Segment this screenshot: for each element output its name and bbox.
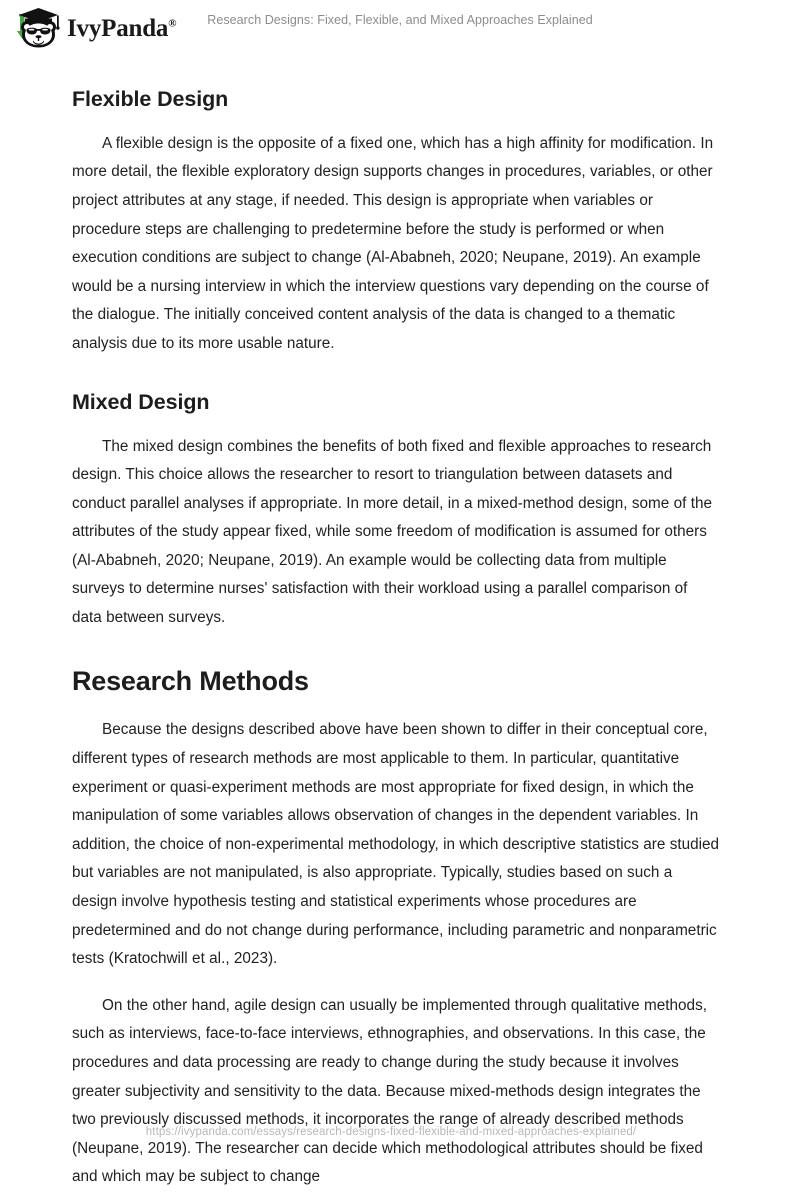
paragraph: Because the designs described above have been shown to differ in their conceptual core, different types of research methods are most applicable to them. In particular, quantitative experiment or quasi-experiment methods are most appropriate for fixed design, in which the manipulation of some variables allows observation of changes in the dependent variables. In addition, the choice of non-experimental methodology, in which descriptive statistics are studied but variables are not manipulated, is also appropriate. Typically, studies based on such a design involve hypothesis testing and statistical experiments whose procedures are predetermined and do not change during performance, including parametric and nonparametric tests (Kratochwill et al., 2023). xyxy=(72,721,720,968)
spacer xyxy=(72,56,720,86)
paragraph: On the other hand, agile design can usually be implemented through qualitative methods, such as interviews, face-to-face interviews, ethnographies, and observations. In this case, the procedures and data processing are ready to change during the study because it involves greater subjectivity and sensitivity to the data. Because mixed-methods design integrates the two previously discussed methods, it incorporates the range of already described methods (Neupane, 2019). The researcher can decide which methodological attributes should be fixed and which may be subject to change xyxy=(72,996,707,1186)
spacer xyxy=(72,113,720,130)
registered-trademark-mark: ® xyxy=(168,17,177,30)
section-heading-mixed-design: Mixed Design xyxy=(72,389,210,414)
spacer xyxy=(72,633,720,665)
document-title: Research Designs: Fixed, Flexible, and Mixed Approaches Explained xyxy=(207,13,593,27)
brand-name: IvyPanda® xyxy=(67,14,177,42)
spacer xyxy=(72,974,720,992)
brand-logo-link[interactable] xyxy=(0,0,176,49)
page-footer xyxy=(0,1122,800,1140)
source-url[interactable]: https://ivypanda.com/essays/research-designs-fixed-flexible-and-mixed-approaches-explained/ xyxy=(145,1126,637,1138)
page-header xyxy=(0,0,800,56)
spacer xyxy=(72,698,720,716)
paragraph: The mixed design combines the benefits of both fixed and flexible approaches to research design. This choice allows the researcher to resort to triangulation between datasets and conduct parallel analyses if appropriate. In more detail, in a mixed-method design, some of the attributes of the study appear fixed, while some freedom of modification is assumed for others (Al-Ababneh, 2020; Neupane, 2019). An example would be collecting data from multiple surveys to determine nurses' satisfaction with their workload using a parallel comparison of data between surveys. xyxy=(72,437,712,627)
section-heading-flexible-design: Flexible Design xyxy=(72,87,229,111)
panda-graduation-cap-logo xyxy=(14,7,60,49)
spacer xyxy=(72,416,720,433)
section-heading-research-methods: Research Methods xyxy=(72,665,309,696)
spacer xyxy=(72,359,720,389)
document-body xyxy=(0,56,800,1192)
paragraph: A flexible design is the opposite of a fixed one, which has a high affinity for modification. In more detail, the flexible exploratory design supports changes in procedures, variables, or other project attributes at any stage, if needed. This design is appropriate when variables or procedure steps are challenging to predetermine before the study is performed or when execution conditions are subject to change (Al-Ababneh, 2020; Neupane, 2019). An example would be a nursing interview in which the interview questions vary depending on the course of the dialogue. The initially conceived content analysis of the data is changed to a thematic analysis due to its more usable nature. xyxy=(72,134,714,353)
